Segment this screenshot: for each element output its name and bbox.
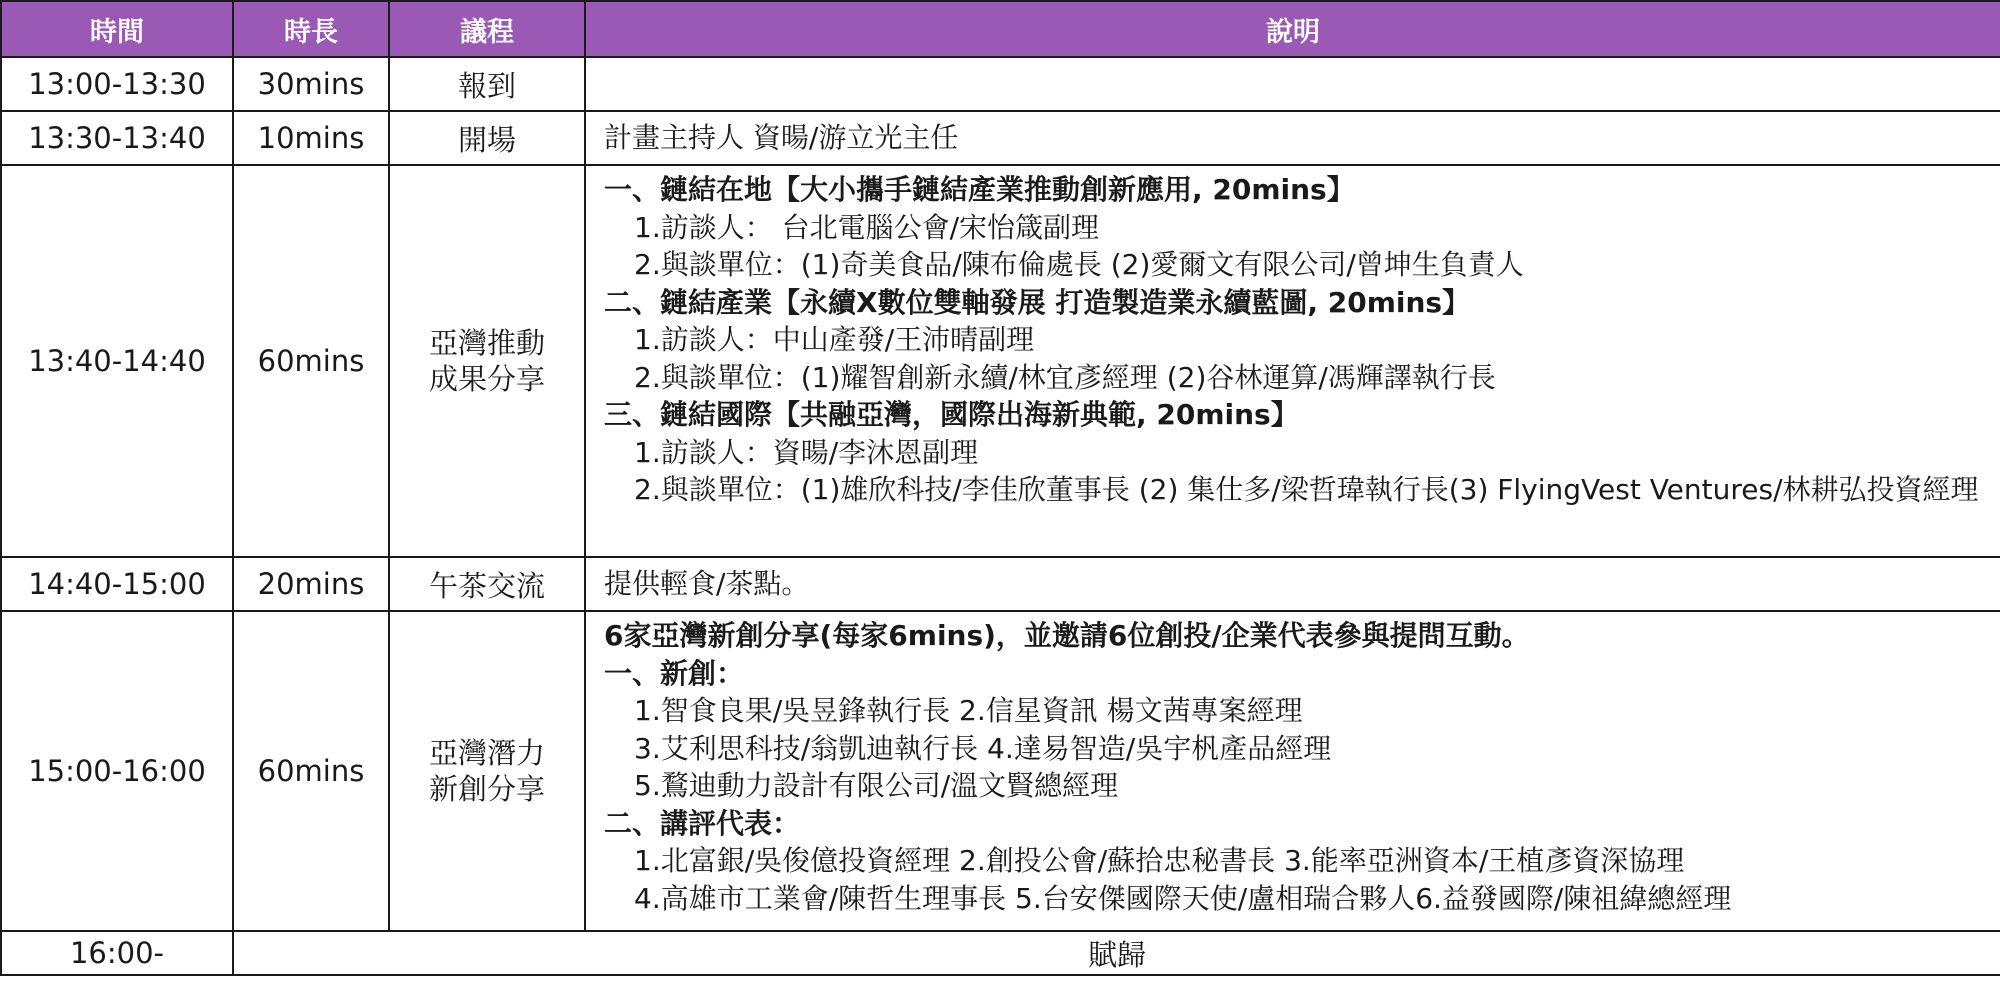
closing-cell: 賦歸 bbox=[233, 931, 2000, 975]
agenda-label: 報到 bbox=[457, 68, 516, 103]
agenda-cell bbox=[389, 111, 585, 165]
table-row bbox=[1, 57, 2000, 111]
duration-cell: 10mins bbox=[233, 111, 389, 165]
time-cell: 13:40-14:40 bbox=[1, 165, 233, 557]
duration-cell: 60mins bbox=[233, 165, 389, 557]
description-cell bbox=[585, 57, 2000, 111]
header-duration: 時長 bbox=[233, 1, 389, 57]
table-row bbox=[1, 611, 2000, 931]
description-cell bbox=[585, 111, 2000, 165]
duration-cell: 30mins bbox=[233, 57, 389, 111]
time-cell: 14:40-15:00 bbox=[1, 557, 233, 611]
description-line: 1.訪談人： 台北電腦公會/宋怡箴副理 bbox=[634, 210, 1100, 244]
table-row bbox=[1, 931, 2000, 975]
agenda-label: 開場 bbox=[457, 122, 516, 157]
header-description: 說明 bbox=[585, 1, 2000, 57]
section-heading: 一、新創： bbox=[604, 656, 745, 690]
time-cell: 16:00- bbox=[1, 931, 233, 975]
description-line: 1.智食良果/吳昱鋒執行長 2.信星資訊 楊文茜專案經理 bbox=[634, 694, 1303, 727]
time-cell: 13:30-13:40 bbox=[1, 111, 233, 165]
description-line: 1.訪談人：中山產發/王沛晴副理 bbox=[634, 323, 1035, 356]
agenda-cell bbox=[389, 557, 585, 611]
description-line: 1.北富銀/吳俊億投資經理 2.創投公會/蘇拾忠秘書長 3.能率亞洲資本/王植彥資深協理 bbox=[634, 844, 1685, 877]
agenda-cell bbox=[389, 611, 585, 931]
description-cell bbox=[585, 557, 2000, 611]
description-line: 1.訪談人：資暘/李沐恩副理 bbox=[634, 435, 979, 469]
description-cell bbox=[585, 611, 2000, 931]
table-row bbox=[1, 557, 2000, 611]
header-agenda: 議程 bbox=[389, 1, 585, 57]
time-cell: 15:00-16:00 bbox=[1, 611, 233, 931]
section-heading: 二、講評代表： bbox=[604, 806, 801, 840]
header-row bbox=[1, 1, 2000, 57]
table-row bbox=[1, 111, 2000, 165]
agenda-label: 亞灣推動 bbox=[428, 326, 545, 360]
agenda-label: 午茶交流 bbox=[428, 568, 545, 603]
description-line: 5.鶩迪動力設計有限公司/溫文賢總經理 bbox=[634, 769, 1119, 802]
description-line: 2.與談單位：(1)耀智創新永續/林宜彥經理 (2)谷林運算/馮輝譯執行長 bbox=[634, 360, 1496, 394]
header-time: 時間 bbox=[1, 1, 233, 57]
section-heading: 三、鏈結國際【共融亞灣，國際出海新典範, 20mins】 bbox=[604, 398, 1299, 431]
section-heading: 二、鏈結產業【永續X數位雙軸發展 打造製造業永續藍圖, 20mins】 bbox=[604, 285, 1471, 319]
agenda-label: 亞灣潛力 bbox=[428, 736, 545, 770]
table-row bbox=[1, 165, 2000, 557]
agenda-cell bbox=[389, 165, 585, 557]
time-cell: 13:00-13:30 bbox=[1, 57, 233, 111]
section-heading: 一、鏈結在地【大小攜手鏈結產業推動創新應用, 20mins】 bbox=[604, 173, 1355, 206]
description-line: 計畫主持人 資暘/游立光主任 bbox=[604, 121, 959, 155]
description-line: 3.艾利思科技/翁凱迪執行長 4.達易智造/吳宇杋產品經理 bbox=[634, 731, 1332, 765]
description-line: 2.與談單位：(1)雄欣科技/李佳欣董事長 (2) 集仕多/梁哲瑋執行長(3) FlyingVest Ventures/林耕弘投資經理 bbox=[634, 473, 1979, 506]
agenda-label: 成果分享 bbox=[428, 362, 545, 396]
description-line: 提供輕食/茶點。 bbox=[604, 567, 810, 601]
duration-cell: 20mins bbox=[233, 557, 389, 611]
description-line: 4.高雄市工業會/陳哲生理事長 5.台安傑國際天使/盧相瑞合夥人6.益發國際/陳祖緯總經理 bbox=[634, 881, 1732, 915]
agenda-cell bbox=[389, 57, 585, 111]
description-cell bbox=[585, 165, 2000, 557]
duration-cell: 60mins bbox=[233, 611, 389, 931]
agenda-label: 新創分享 bbox=[428, 772, 545, 806]
description-line: 2.與談單位：(1)奇美食品/陳布倫處長 (2)愛爾文有限公司/曾坤生負責人 bbox=[634, 248, 1524, 281]
section-intro: 6家亞灣新創分享(每家6mins)，並邀請6位創投/企業代表參與提問互動。 bbox=[604, 619, 1530, 652]
